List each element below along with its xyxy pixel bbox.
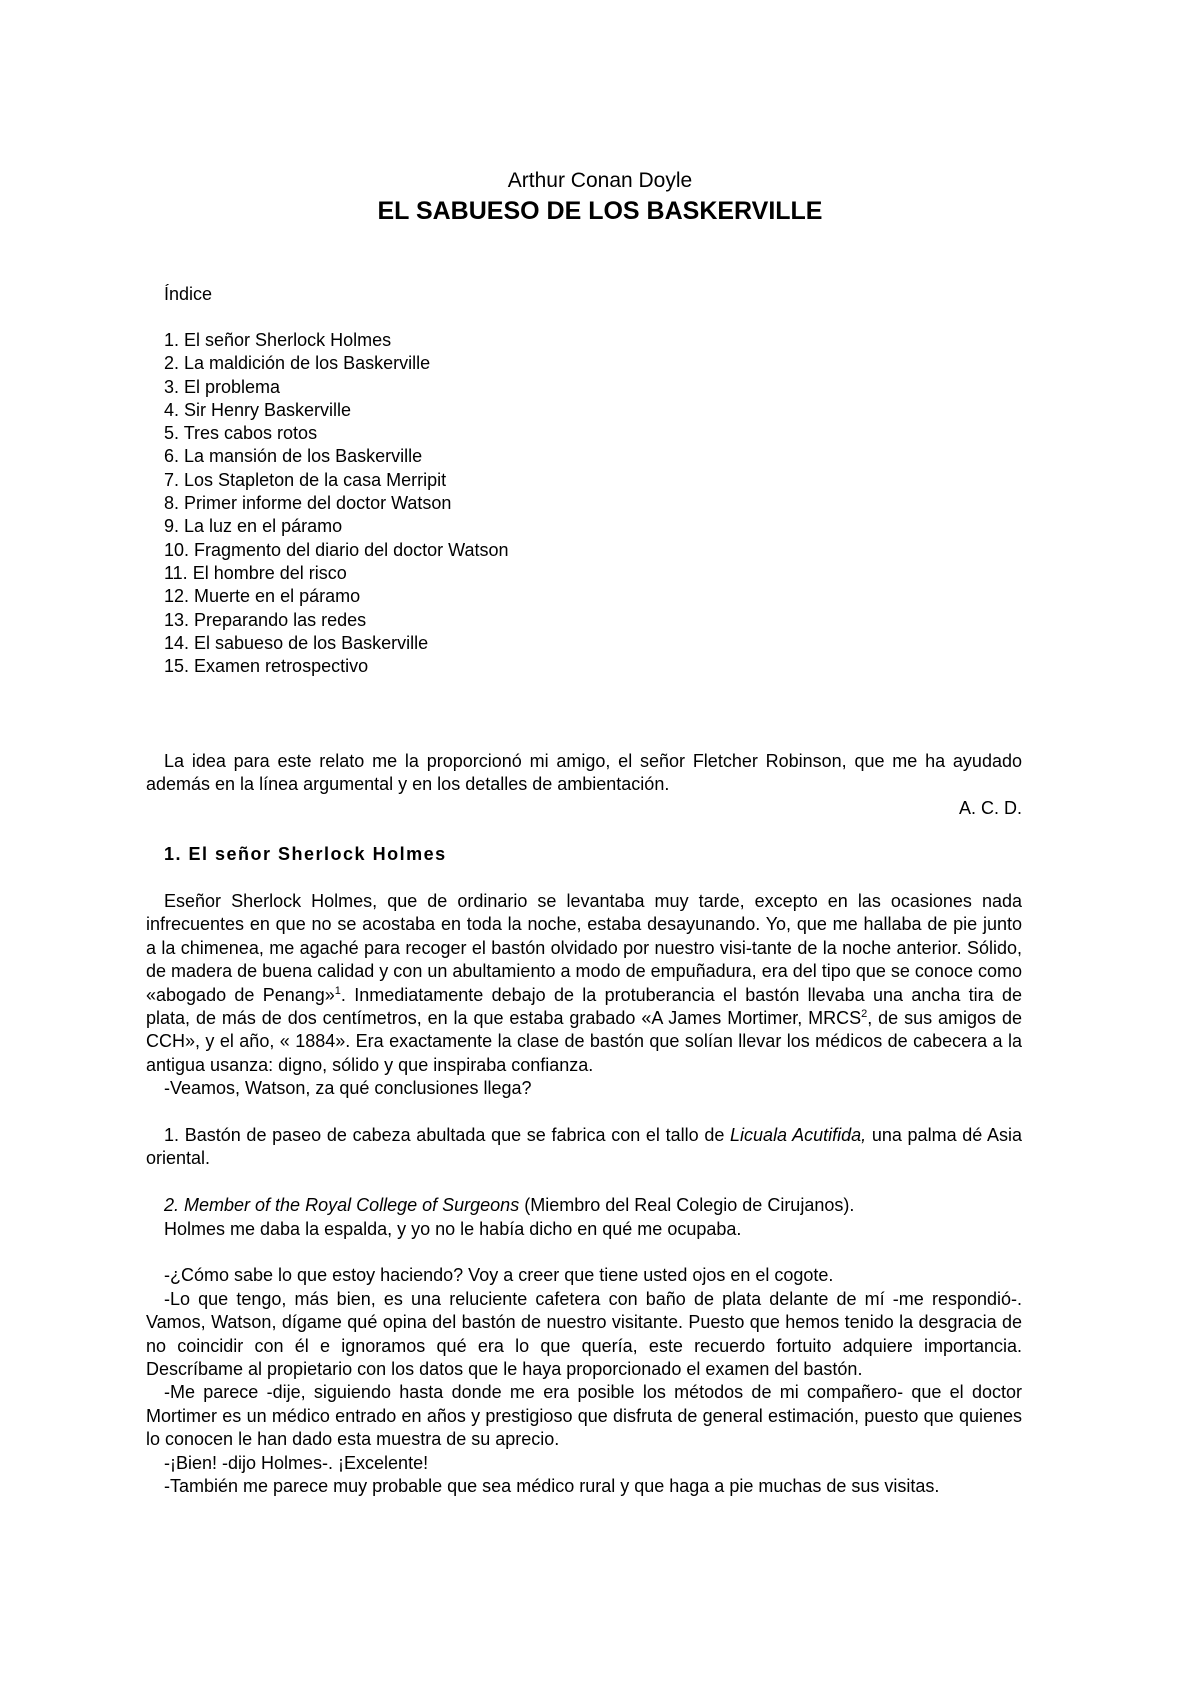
toc-item: 2. La maldición de los Baskerville: [164, 353, 431, 374]
toc-item: 10. Fragmento del diario del doctor Watson: [164, 539, 509, 560]
toc-item: 5. Tres cabos rotos: [164, 423, 318, 444]
toc-item: 8. Primer informe del doctor Watson: [164, 493, 452, 514]
toc-item: 15. Examen retrospectivo: [164, 656, 369, 677]
paragraph-text: , de sus amigos de CCH», y el año, « 1884». Era exactamente la clase de bastón que solían llevar los médicos de cabecera a la antigua usanza: digno, sólido y que inspiraba confianza.: [146, 1008, 1022, 1075]
toc-item: 6. La mansión de los Baskerville: [164, 446, 423, 467]
preface-signature: A. C. D.: [958, 798, 1022, 818]
toc-item: 4. Sir Henry Baskerville: [164, 399, 352, 420]
chapter-heading: 1. El señor Sherlock Holmes: [164, 844, 447, 864]
dialogue-line: -Me parece -dije, siguiendo hasta donde me era posible los métodos de mi compañero- que el doctor Mortimer es un médico entrado en años y prestigioso que disfruta de general estimación, puesto que quienes lo conocen le han dado esta muestra de su aprecio.: [146, 1382, 1022, 1450]
toc-item: 1. El señor Sherlock Holmes: [164, 330, 392, 350]
footnote-text: una palma dé Asia oriental.: [146, 1125, 1022, 1169]
chapter-paragraph: Holmes me daba la espalda, y yo no le había dicho en qué me ocupaba.: [164, 1218, 742, 1239]
footnote-italic: 2. Member of the Royal College of Surgeons: [164, 1195, 520, 1216]
toc-item: 13. Preparando las redes: [164, 609, 367, 630]
footnote-2: [146, 1194, 1022, 1217]
table-of-contents: [164, 329, 509, 678]
toc-item: 3. El problema: [164, 376, 281, 397]
footnote-marker: 1: [334, 984, 341, 997]
toc-item: 7. Los Stapleton de la casa Merripit: [164, 469, 447, 490]
toc-item: 14. El sabueso de los Baskerville: [164, 632, 429, 653]
footnote-1: [146, 1124, 1022, 1171]
preface-paragraph: La idea para este relato me la proporcionó mi amigo, el señor Fletcher Robinson, que me ha ayudado además en la línea argumental y en los detalles de ambientación.: [146, 751, 1022, 795]
paragraph-text: Eseñor Sherlock Holmes, que de ordinario se levantaba muy tarde, excepto en las ocasiones nada infrecuentes en que no se acostaba en toda la noche, estaba desayunando. Yo, que me hallaba de pie junto a la chimenea, me agaché para recoger el bastón olvidado por nuestro visi-tante de la noche anterior. Sólido, de madera de buena calidad y con un abultamiento a modo de empuñadura, era del tipo que se conoce como «abogado de Penang»: [146, 891, 1022, 1005]
toc-item: 9. La luz en el páramo: [164, 516, 343, 537]
book-title: EL SABUESO DE LOS BASKERVILLE: [377, 197, 823, 225]
footnote-text: (Miembro del Real Colegio de Cirujanos).: [519, 1195, 855, 1216]
toc-heading: Índice: [164, 284, 213, 304]
dialogue-line: -También me parece muy probable que sea médico rural y que haga a pie muchas de sus visitas.: [164, 1476, 940, 1497]
chapter-body: [146, 890, 1022, 1499]
footnote-text: 1. Bastón de paseo de cabeza abultada que se fabrica con el tallo de: [164, 1125, 731, 1146]
toc-item: 11. El hombre del risco: [164, 562, 347, 583]
dialogue-line: -Lo que tengo, más bien, es una reluciente cafetera con baño de plata delante de mí -me respondió-. Vamos, Watson, dígame qué opina del bastón de nuestro visitante. Puesto que hemos tenido la desgracia de no coincidir con él e ignoramos qué era lo que quería, este recuerdo fortuito adquiere importancia. Descríbame al propietario con los datos que le haya proporcionado el examen del bastón.: [146, 1288, 1022, 1380]
preface-block: [146, 750, 1022, 797]
chapter-paragraph: [146, 890, 1022, 1077]
dialogue-line: -Veamos, Watson, za qué conclusiones llega?: [164, 1078, 532, 1099]
dialogue-line: -¿Cómo sabe lo que estoy haciendo? Voy a creer que tiene usted ojos en el cogote.: [164, 1265, 834, 1286]
toc-item: 12. Muerte en el páramo: [164, 586, 361, 607]
footnote-marker: 2: [861, 1008, 868, 1021]
dialogue-line: -¡Bien! -dijo Holmes-. ¡Excelente!: [164, 1452, 429, 1473]
paragraph-text: . Inmediatamente debajo de la protuberancia el bastón llevaba una ancha tira de plata, de más de dos centímetros, en la que estaba grabado «A James Mortimer, MRCS: [146, 984, 1022, 1029]
author-name: Arthur Conan Doyle: [507, 169, 693, 192]
footnote-italic: Licuala Acutifida,: [730, 1125, 867, 1146]
